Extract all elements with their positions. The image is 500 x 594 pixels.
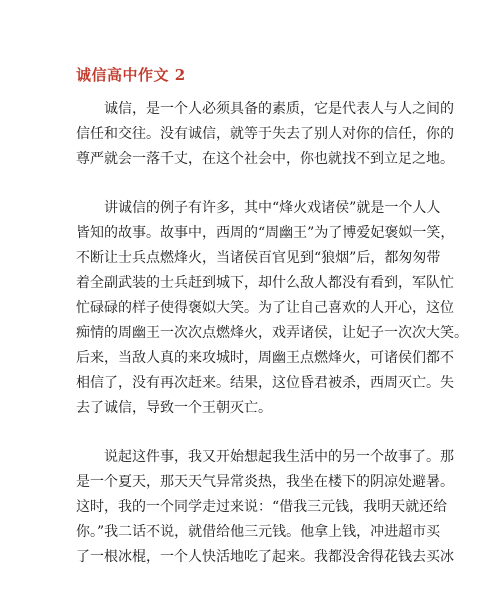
text-line: 诚信，是一个人必须具备的素质，它是代表人与人之间的 — [104, 101, 454, 117]
paragraph-1 — [76, 97, 454, 172]
text-line: 了一根冰棍，一个人快活地吃了起来。我都没舍得花钱去买冰 — [76, 549, 454, 565]
text-line: 讲诚信的例子有许多，其中“烽火戏诸侯”就是一个人人 — [104, 200, 441, 216]
text-line: 你。”我二话不说，就借给他三元钱。他拿上钱，冲进超市买 — [76, 524, 441, 540]
text-line: 是一个夏天，那天天气异常炎热，我坐在楼下的阴凉处避暑。 — [76, 474, 454, 490]
paragraph-2 — [76, 196, 468, 421]
text-line: 去了诚信，导致一个王朝灭亡。 — [76, 400, 272, 416]
document-title: 诚信高中作文 2 — [76, 66, 186, 84]
text-line: 后来，当敌人真的来攻城时，周幽王点燃烽火，可诸侯们都不 — [76, 350, 454, 366]
text-line: 不断让士兵点燃烽火，当诸侯百官见到“狼烟”后，都匆匆带 — [76, 250, 441, 266]
text-line: 信任和交往。没有诚信，就等于失去了别人对你的信任，你的 — [76, 126, 454, 142]
paragraph-3 — [76, 445, 454, 570]
text-line: 痴情的周幽王一次次点燃烽火，戏弄诸侯，让妃子一次次大笑。 — [76, 325, 468, 341]
text-line: 忙碌碌的样子使得褒姒大笑。为了让自己喜欢的人开心，这位 — [76, 300, 454, 316]
text-line: 相信了，没有再次赶来。结果，这位昏君被杀，西周灭亡。失 — [76, 375, 454, 391]
text-line: 说起这件事，我又开始想起我生活中的另一个故事了。那 — [104, 449, 454, 465]
text-line: 着全副武装的士兵赶到城下，却什么敌人都没有看到，军队忙 — [76, 275, 454, 291]
text-line: 这时，我的一个同学走过来说：“借我三元钱，我明天就还给 — [76, 499, 448, 515]
text-line: 尊严就会一落千丈，在这个社会中，你也就找不到立足之地。 — [76, 151, 454, 167]
document-body — [76, 97, 468, 594]
text-line: 皆知的故事。故事中，西周的“周幽王”为了博爱妃褒姒一笑， — [76, 225, 455, 241]
